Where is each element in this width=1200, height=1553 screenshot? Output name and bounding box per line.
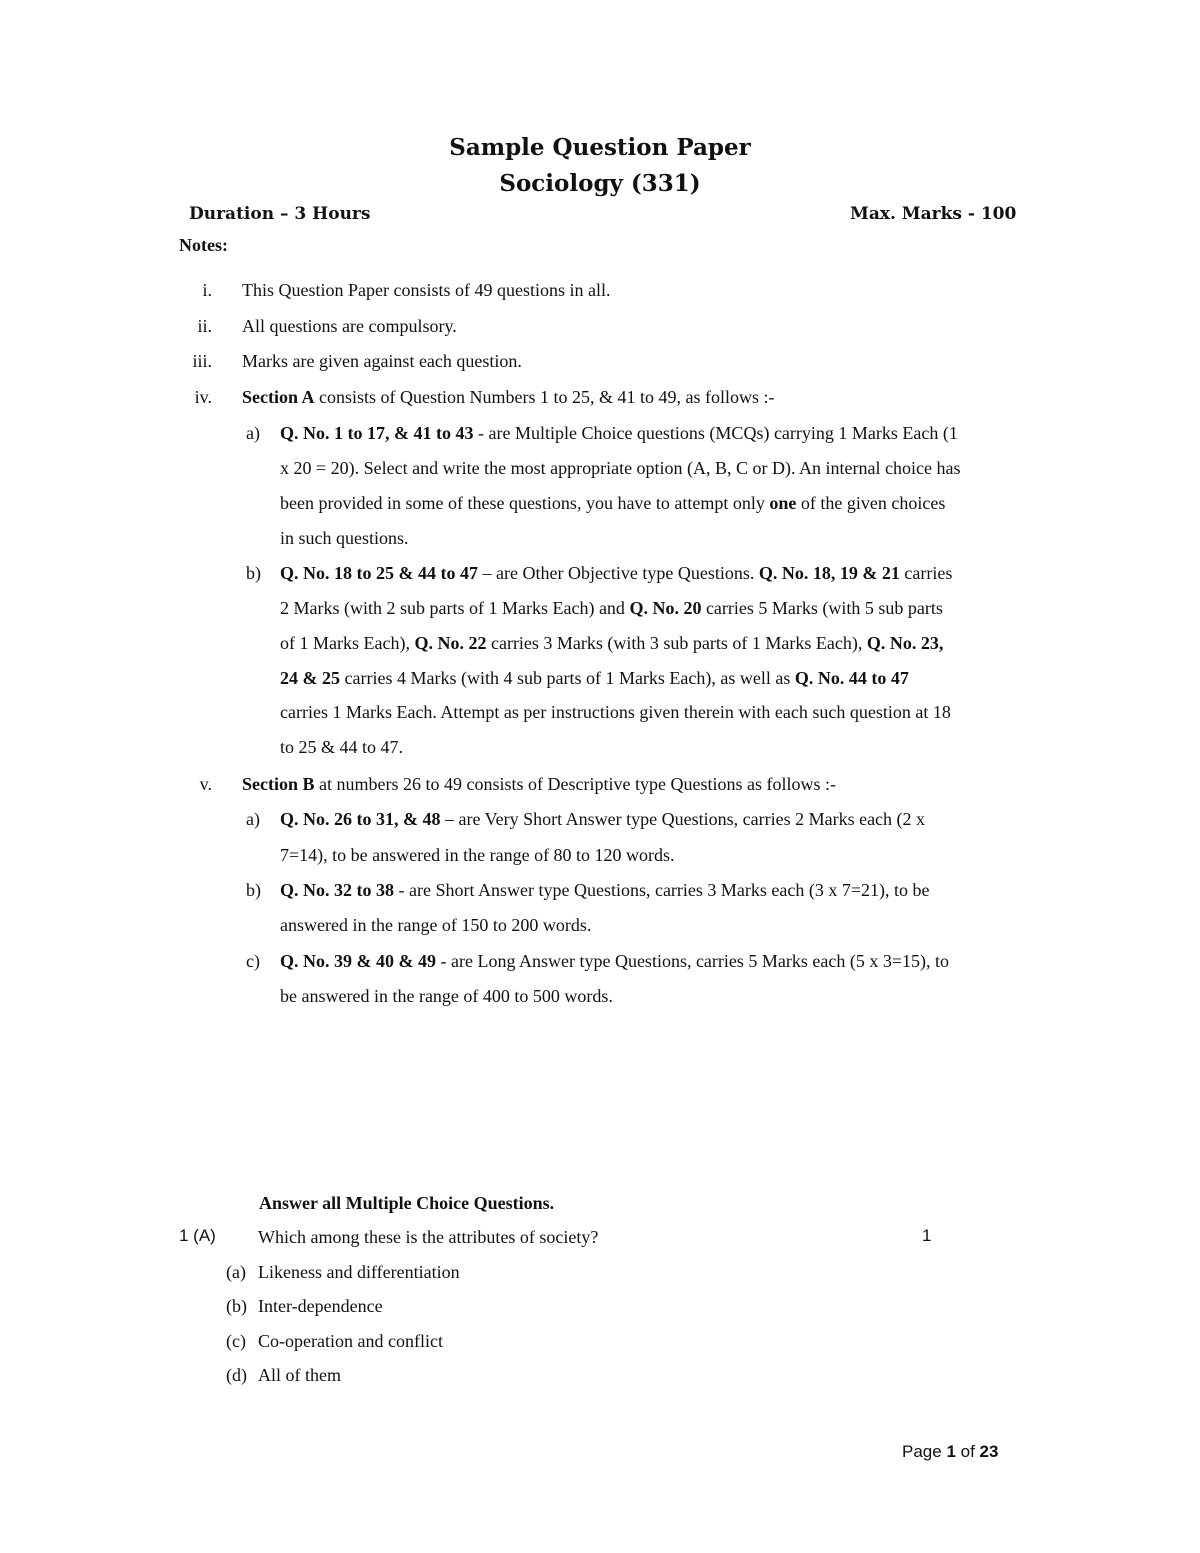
subitem-line: in such questions. bbox=[280, 528, 409, 548]
subitem-line: 2 Marks (with 2 sub parts of 1 Marks Each) and Q. No. 20 carries 5 Marks (with 5 sub parts bbox=[280, 598, 943, 618]
note-number: ii. bbox=[197, 316, 212, 336]
note-text: This Question Paper consists of 49 questions in all. bbox=[242, 280, 611, 300]
subitem-line: Q. No. 32 to 38 - are Short Answer type Questions, carries 3 Marks each (3 x 7=21), to be bbox=[280, 880, 930, 900]
page-total: 23 bbox=[979, 1442, 999, 1461]
option-label: (b) bbox=[226, 1296, 247, 1316]
subitem-label: a) bbox=[246, 423, 260, 443]
section-label: Section A bbox=[242, 387, 315, 407]
option-text: Co-operation and conflict bbox=[258, 1331, 443, 1351]
question-marks: 1 bbox=[922, 1226, 932, 1245]
subitem-label: a) bbox=[246, 809, 260, 829]
subitem-line: Q. No. 1 to 17, & 41 to 43 - are Multiple Choice questions (MCQs) carrying 1 Marks Each (1 bbox=[280, 423, 958, 443]
max-marks-label: Max. Marks - 100 bbox=[850, 204, 1017, 224]
page-number: 1 bbox=[946, 1442, 956, 1461]
option-text: All of them bbox=[258, 1365, 341, 1385]
note-text: All questions are compulsory. bbox=[242, 316, 457, 336]
subitem-line: x 20 = 20). Select and write the most appropriate option (A, B, C or D). An internal choice has bbox=[280, 458, 961, 478]
note-text: Section A consists of Question Numbers 1 to 25, & 41 to 49, as follows :- bbox=[242, 387, 775, 407]
subitem-line: Q. No. 39 & 40 & 49 - are Long Answer type Questions, carries 5 Marks each (5 x 3=15), to bbox=[280, 951, 950, 971]
paper-title: Sample Question Paper bbox=[449, 134, 751, 161]
subitem-line: carries 1 Marks Each. Attempt as per instructions given therein with each such question at 18 bbox=[280, 702, 951, 722]
option-label: (d) bbox=[226, 1365, 247, 1385]
mcq-heading: Answer all Multiple Choice Questions. bbox=[259, 1193, 555, 1213]
note-number: iii. bbox=[192, 351, 212, 371]
note-text: Section B at numbers 26 to 49 consists of Descriptive type Questions as follows :- bbox=[242, 774, 836, 794]
option-label: (c) bbox=[226, 1331, 246, 1351]
notes-label: Notes: bbox=[179, 235, 228, 255]
duration-label: Duration – 3 Hours bbox=[189, 204, 371, 224]
option-text: Likeness and differentiation bbox=[258, 1262, 460, 1282]
subitem-line: to 25 & 44 to 47. bbox=[280, 737, 404, 757]
subitem-line: 24 & 25 carries 4 Marks (with 4 sub parts of 1 Marks Each), as well as Q. No. 44 to 47 bbox=[280, 668, 909, 688]
subitem-label: c) bbox=[246, 951, 260, 971]
page-footer: Page 1 of 23 bbox=[902, 1442, 999, 1461]
option-label: (a) bbox=[226, 1262, 246, 1282]
subitem-line: be answered in the range of 400 to 500 words. bbox=[280, 986, 613, 1006]
subitem-line: 7=14), to be answered in the range of 80 to 120 words. bbox=[280, 845, 675, 865]
subitem-line: answered in the range of 150 to 200 words. bbox=[280, 915, 592, 935]
question-text: Which among these is the attributes of society? bbox=[258, 1227, 599, 1247]
subitem-line: been provided in some of these questions, you have to attempt only one of the given choices bbox=[280, 493, 946, 513]
subitem-line: Q. No. 26 to 31, & 48 – are Very Short Answer type Questions, carries 2 Marks each (2 x bbox=[280, 809, 926, 829]
note-number: v. bbox=[199, 774, 212, 794]
section-label: Section B bbox=[242, 774, 315, 794]
question-number: 1 (A) bbox=[179, 1226, 216, 1245]
option-text: Inter-dependence bbox=[258, 1296, 383, 1316]
subitem-label: b) bbox=[246, 563, 261, 583]
note-text: Marks are given against each question. bbox=[242, 351, 522, 371]
subitem-line: Q. No. 18 to 25 & 44 to 47 – are Other Objective type Questions. Q. No. 18, 19 & 21 carries bbox=[280, 563, 953, 583]
paper-subject: Sociology (331) bbox=[499, 170, 701, 197]
subitem-label: b) bbox=[246, 880, 261, 900]
subitem-line: of 1 Marks Each), Q. No. 22 carries 3 Marks (with 3 sub parts of 1 Marks Each), Q. No. 23, bbox=[280, 633, 944, 653]
note-number: i. bbox=[202, 280, 212, 300]
note-number: iv. bbox=[194, 387, 212, 407]
